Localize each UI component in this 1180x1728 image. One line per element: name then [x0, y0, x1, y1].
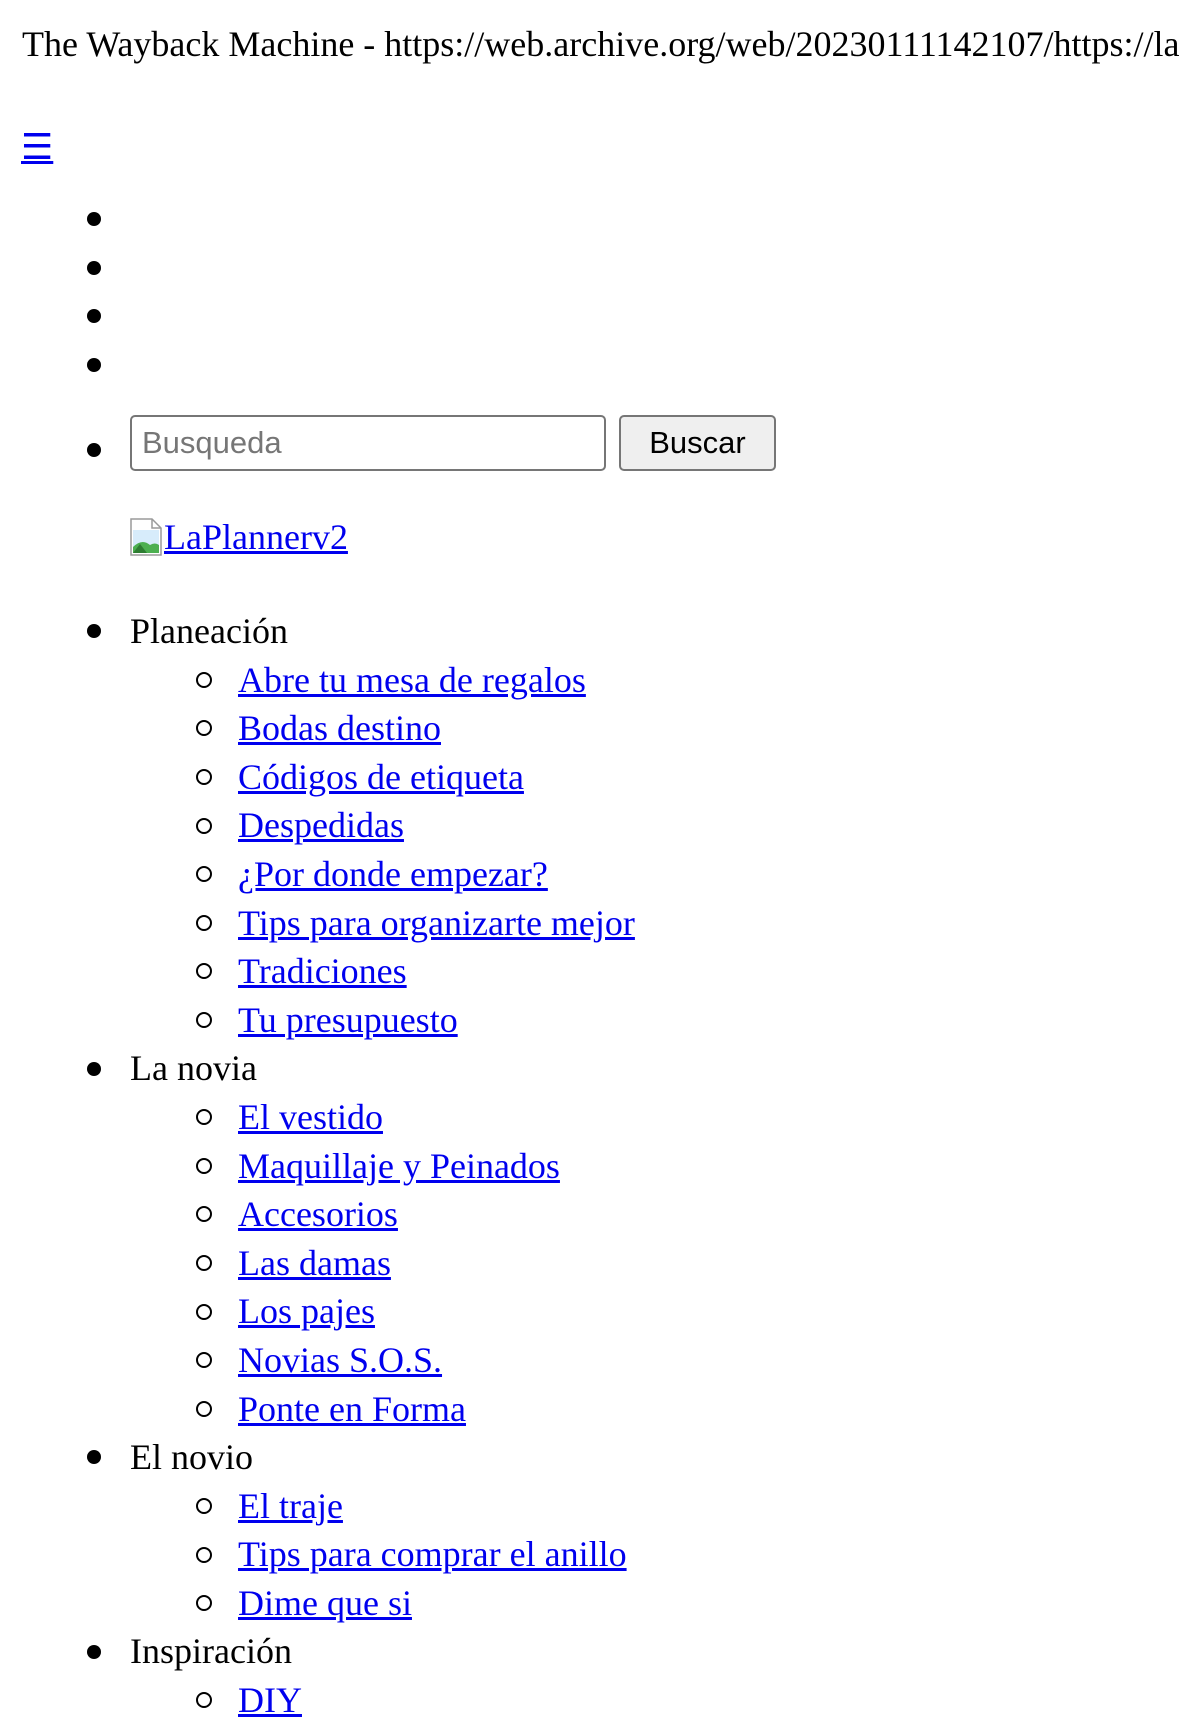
circle-bullet-icon [196, 1547, 212, 1563]
nav-submenu-item [0, 1530, 972, 1579]
social-links-list [0, 219, 972, 413]
nav-category [0, 1433, 972, 1627]
circle-bullet-icon [196, 1158, 212, 1174]
list-item[interactable] [0, 316, 972, 365]
nav-submenu-link[interactable]: Accesorios [238, 1194, 398, 1235]
nav-submenu-link[interactable]: Dime que si [238, 1582, 412, 1623]
nav-submenu-link[interactable]: Abre tu mesa de regalos [238, 659, 586, 700]
nav-submenu-link[interactable]: Códigos de etiqueta [238, 756, 524, 797]
nav-submenu-item [0, 1190, 972, 1239]
broken-image-icon [130, 518, 162, 556]
nav-submenu-item [0, 1385, 972, 1434]
nav-submenu-link[interactable]: Bodas destino [238, 708, 441, 749]
nav-submenu-item [0, 1093, 972, 1142]
search-input[interactable] [130, 415, 606, 471]
nav-category-text: El novio [130, 1437, 253, 1478]
nav-submenu-item [0, 753, 972, 802]
search-form [0, 415, 972, 473]
circle-bullet-icon [196, 1595, 212, 1611]
page-title [22, 20, 1180, 68]
circle-bullet-icon [196, 1255, 212, 1271]
circle-bullet-icon [196, 1304, 212, 1320]
circle-bullet-icon [196, 720, 212, 736]
nav-submenu-item [0, 704, 972, 753]
bullet-icon [87, 261, 101, 275]
wayback-title-text: The Wayback Machine - https://web.archive.org/web/20230111142107/https://la [22, 24, 1180, 64]
nav-submenu-item [0, 1287, 972, 1336]
nav-submenu-link[interactable]: DIY [238, 1680, 302, 1721]
bullet-icon [87, 624, 101, 638]
nav-category [0, 1044, 972, 1433]
nav-submenu-link[interactable]: Despedidas [238, 805, 404, 846]
nav-submenu-link[interactable]: El traje [238, 1485, 343, 1526]
nav-submenu-link[interactable]: El vestido [238, 1096, 383, 1137]
nav-submenu-link[interactable]: Las damas [238, 1242, 391, 1283]
nav-category [0, 607, 972, 1044]
circle-bullet-icon [196, 769, 212, 785]
circle-bullet-icon [196, 1012, 212, 1028]
list-item[interactable] [0, 365, 972, 414]
nav-submenu-link[interactable]: Los pajes [238, 1291, 375, 1332]
bullet-icon [87, 1645, 101, 1659]
nav-submenu-link[interactable]: Ponte en Forma [238, 1388, 466, 1429]
bullet-icon [87, 1450, 101, 1464]
bullet-icon [87, 443, 101, 457]
circle-bullet-icon [196, 963, 212, 979]
nav-submenu-link[interactable]: Tu presupuesto [238, 999, 458, 1040]
nav-category-text: La novia [130, 1048, 257, 1089]
nav-submenu-item [0, 801, 972, 850]
nav-category-label[interactable] [0, 1044, 972, 1093]
bullet-icon [87, 1062, 101, 1076]
nav-category-label[interactable] [0, 1627, 972, 1676]
circle-bullet-icon [196, 1206, 212, 1222]
circle-bullet-icon [196, 1352, 212, 1368]
nav-submenu-link[interactable]: Tips para organizarte mejor [238, 902, 635, 943]
menu-toggle-icon[interactable]: ☰ [21, 127, 54, 167]
circle-bullet-icon [196, 818, 212, 834]
circle-bullet-icon [196, 915, 212, 931]
list-item[interactable] [0, 219, 972, 268]
circle-bullet-icon [196, 1109, 212, 1125]
nav-submenu-link[interactable]: Tradiciones [238, 951, 407, 992]
circle-bullet-icon [196, 672, 212, 688]
nav-category-label[interactable] [0, 1433, 972, 1482]
nav-submenu-item [0, 1239, 972, 1288]
logo-alt-text: LaPlannerv2 [164, 517, 348, 557]
search-button[interactable]: Buscar [619, 415, 776, 471]
nav-submenu-link[interactable]: Novias S.O.S. [238, 1339, 443, 1380]
bullet-icon [87, 358, 101, 372]
nav-submenu [0, 1093, 972, 1433]
nav-submenu-item [0, 899, 972, 948]
nav-submenu [0, 1482, 972, 1628]
nav-submenu-item [0, 1482, 972, 1531]
nav-submenu [0, 1676, 972, 1725]
nav-category-text: Inspiración [130, 1631, 292, 1672]
bullet-icon [87, 309, 101, 323]
main-nav-menu [0, 607, 972, 1725]
nav-submenu-link[interactable]: ¿Por donde empezar? [238, 853, 548, 894]
logo-link[interactable] [130, 513, 348, 561]
nav-category-label[interactable] [0, 607, 972, 656]
nav-submenu [0, 656, 972, 1045]
nav-submenu-item [0, 947, 972, 996]
bullet-icon [87, 212, 101, 226]
list-item[interactable] [0, 268, 972, 317]
circle-bullet-icon [196, 1401, 212, 1417]
circle-bullet-icon [196, 1692, 212, 1708]
nav-category-text: Planeación [130, 611, 288, 651]
nav-submenu-item [0, 1676, 972, 1725]
nav-submenu-item [0, 1142, 972, 1191]
circle-bullet-icon [196, 866, 212, 882]
nav-submenu-item [0, 996, 972, 1045]
circle-bullet-icon [196, 1498, 212, 1514]
nav-submenu-link[interactable]: Maquillaje y Peinados [238, 1145, 560, 1186]
nav-category [0, 1627, 972, 1724]
nav-submenu-item [0, 1579, 972, 1628]
nav-submenu-link[interactable]: Tips para comprar el anillo [238, 1534, 627, 1575]
nav-submenu-item [0, 850, 972, 899]
nav-submenu-item [0, 656, 972, 705]
nav-submenu-item [0, 1336, 972, 1385]
